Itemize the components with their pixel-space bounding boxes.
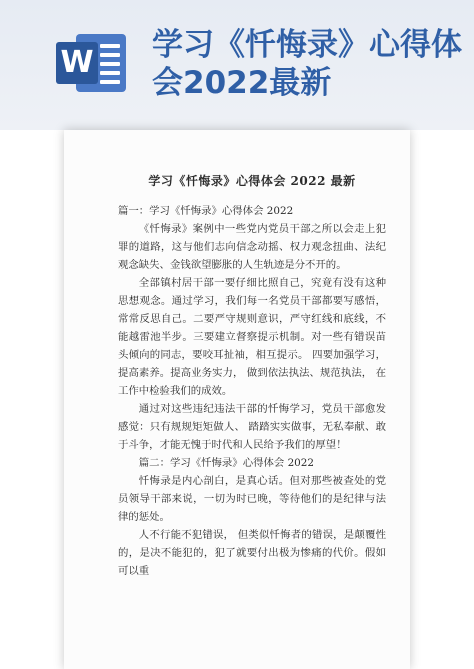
word-w-badge: W [56, 42, 98, 84]
paragraph: 人不行能不犯错误， 但类似忏悔者的错误，是颠覆性的，是决不能犯的，犯了就要付出极为惨痛的代价。假如可以重 [118, 529, 386, 577]
document-page [64, 130, 410, 669]
banner-title: 学习《忏悔录》心得体会2022最新 [152, 27, 462, 101]
paragraph: 全部镇村居干部一要仔细比照自己，究竟有没有这种思想观念。通过学习，我们每一名党员干部都要写感悟，常常反思自己。二要严守规则意识，严守红线和底线，不能越雷池半步。三要建立督察提示机制。对一些有错误苗头倾向的同志，要咬耳扯袖，相互提示。 四要加强学习，提高素养。提高业务实力， 做到依法执法、规范执法， 在工作中检验我们的成效。 [118, 277, 386, 397]
document-title: 学习《忏悔录》心得体会 2022 最新 [148, 174, 356, 188]
paragraph: 通过对这些违纪违法干部的忏悔学习，党员干部愈发感觉：只有规规矩矩做人、 踏踏实实做事，无私奉献、敢于斗争，才能无愧于时代和人民给予我们的厚望！ [118, 403, 386, 451]
paragraph: 忏悔录是内心剖白，是真心话。但对那些被查处的党员领导干部来说，一切为时已晚，等待他们的是纪律与法律的惩处。 [118, 475, 386, 523]
document-body [118, 172, 386, 580]
section-heading-1: 篇一：学习《忏悔录》心得体会 2022 [118, 205, 294, 217]
section-heading-2: 篇二：学习《忏悔录》心得体会 2022 [138, 457, 315, 469]
paragraph: 《忏悔录》案例中一些党内党员干部之所以会走上犯罪的道路，这与他们志向信念动摇、权力观念扭曲、法纪观念缺失、金钱欲望膨胀的人生轨迹是分不开的。 [118, 223, 386, 271]
header-banner [0, 0, 474, 130]
word-document-icon [56, 30, 128, 96]
